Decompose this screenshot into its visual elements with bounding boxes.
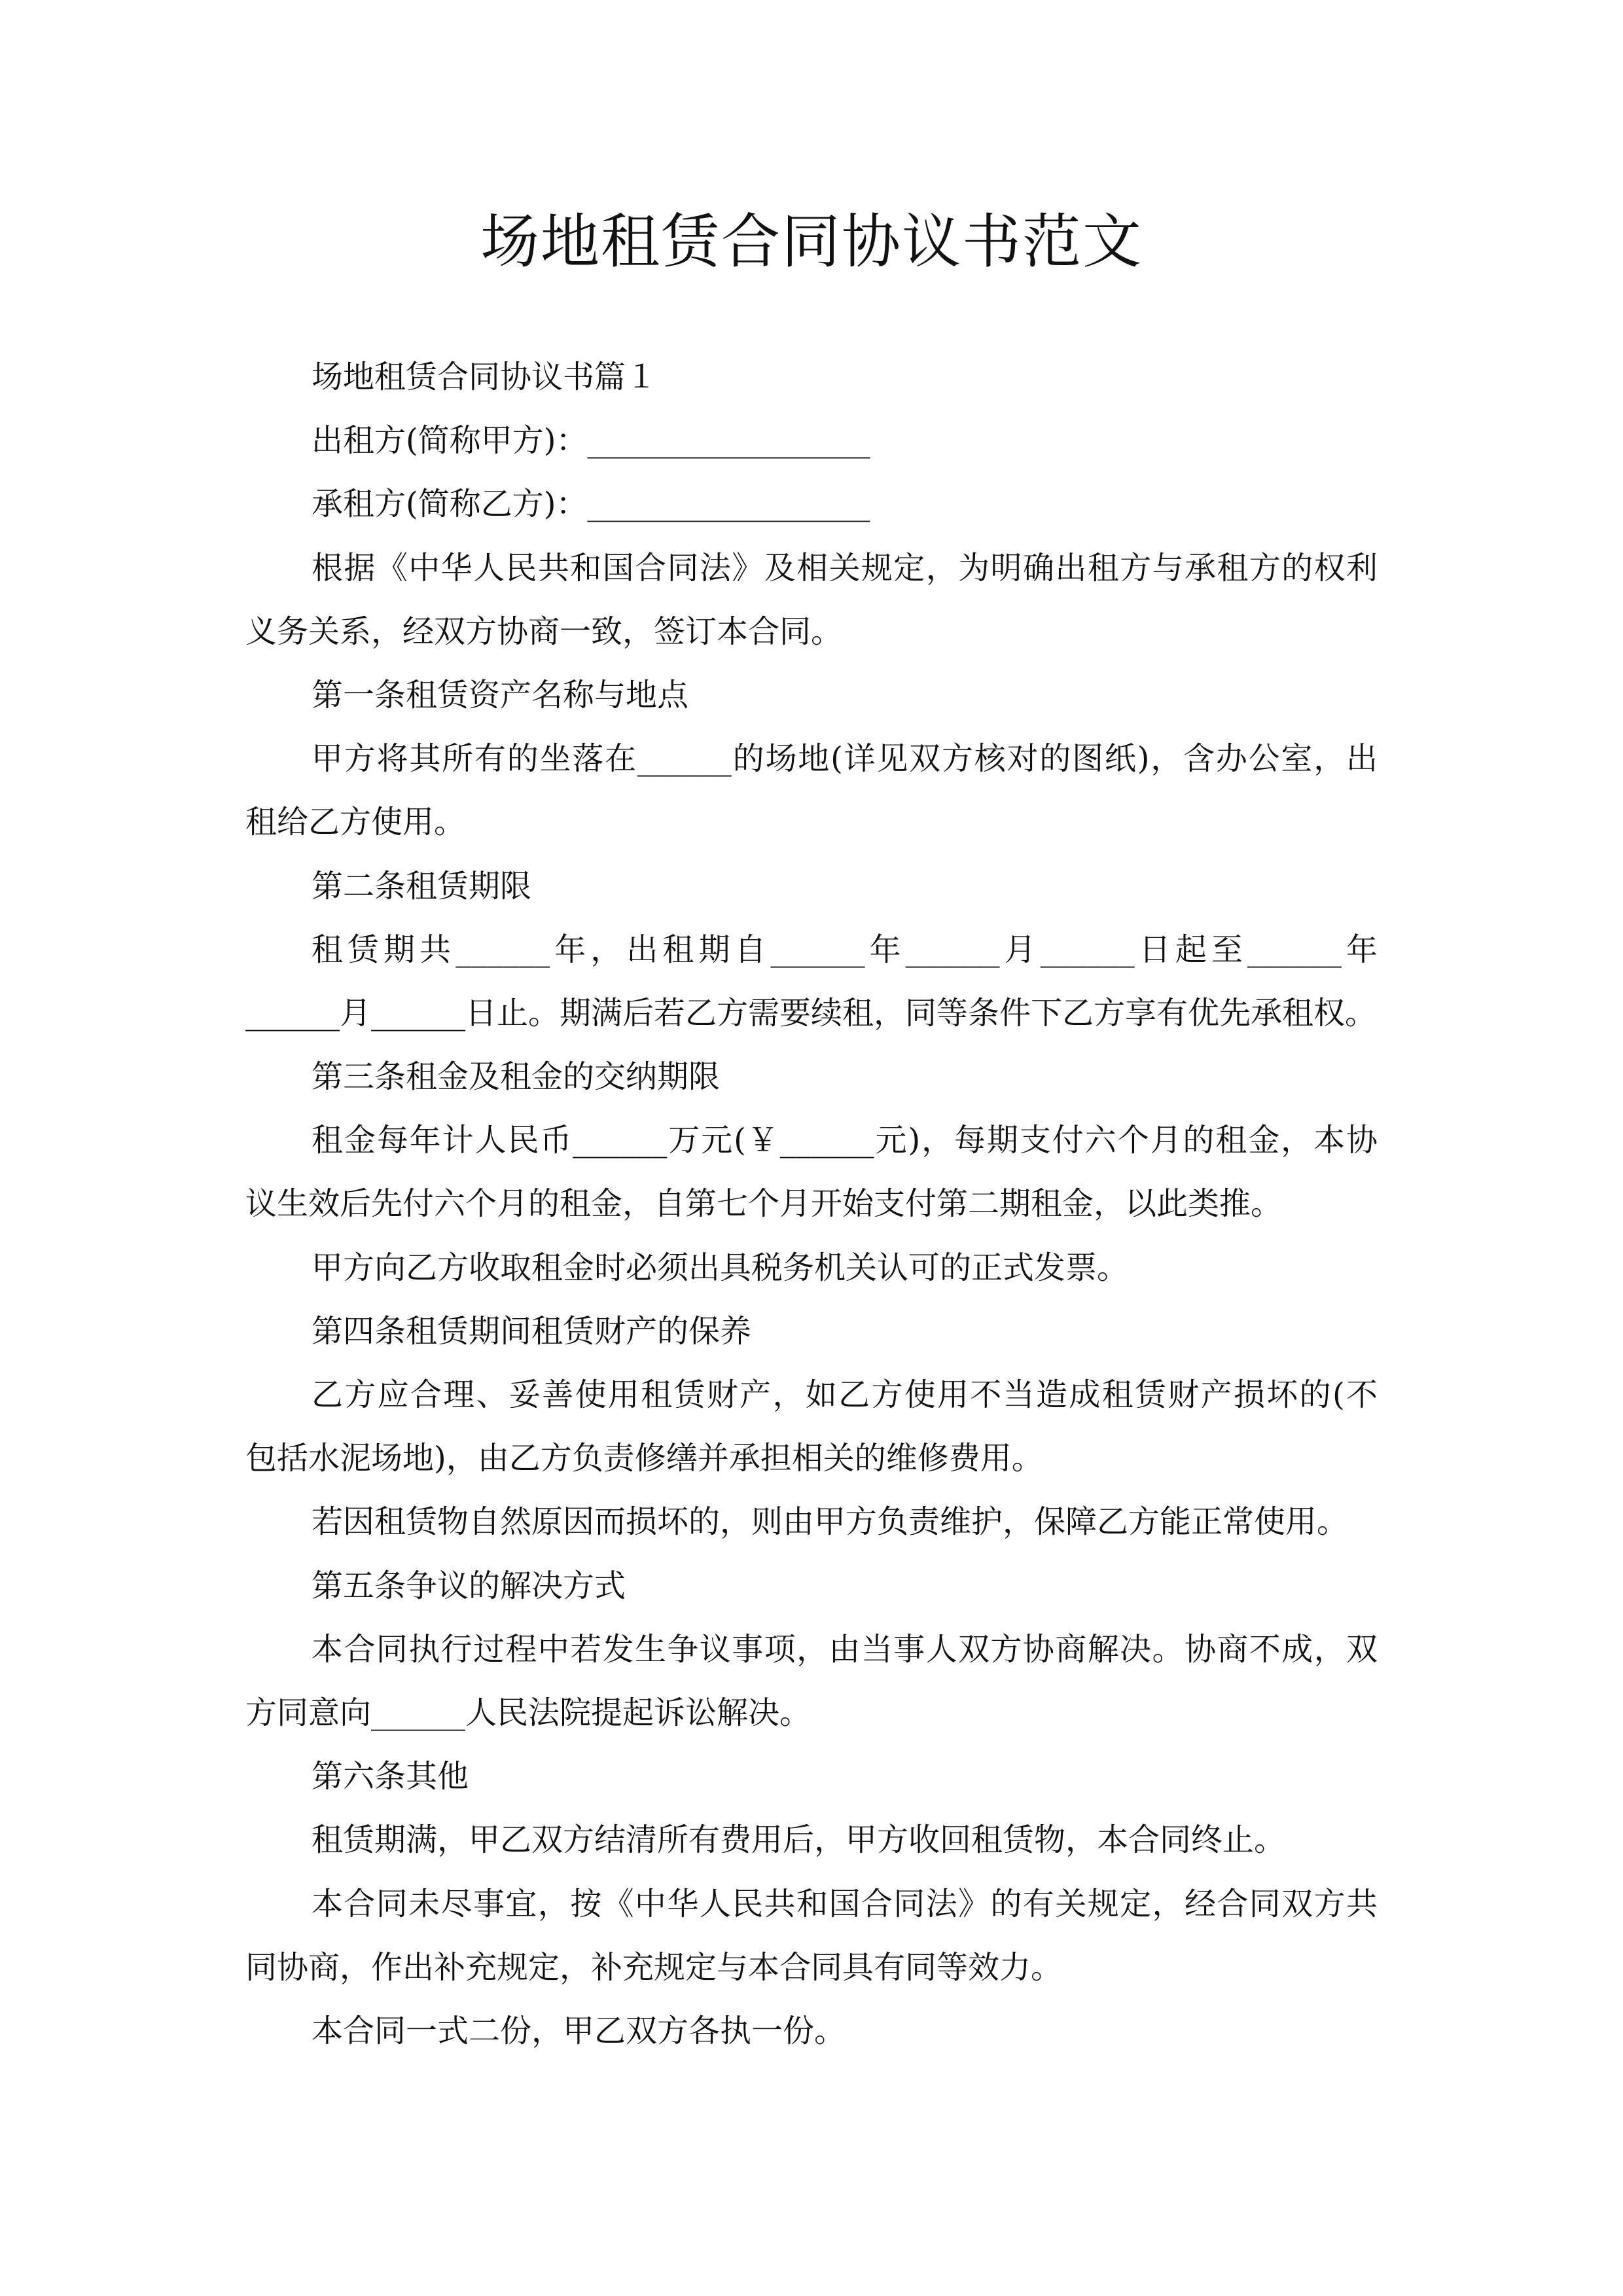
paragraph (245, 1363, 1378, 1490)
paragraph (245, 918, 1378, 1045)
paragraph (245, 664, 1378, 727)
document-body (245, 346, 1378, 2063)
paragraph (245, 1490, 1378, 1554)
paragraph (245, 346, 1378, 409)
paragraph (245, 1300, 1378, 1363)
paragraph (245, 537, 1378, 664)
paragraph-line: 甲方向乙方收取租金时必须出具税务机关认可的正式发票。 (312, 1249, 1129, 1286)
paragraph-line: 甲方将其所有的坐落在______的场地(详见双方核对的图纸)，含办公室，出 (312, 740, 1378, 778)
paragraph-line: 出租方(简称甲方)：__________________ (312, 422, 870, 459)
paragraph-line: 包括水泥场地)，由乙方负责修缮并承担相关的维修费用。 (245, 1440, 1043, 1477)
paragraph-line: 租赁期共______年，出租期自______年______月______日起至______年 (312, 931, 1378, 968)
paragraph-line: 第一条租赁资产名称与地点 (312, 676, 689, 713)
paragraph (245, 727, 1378, 854)
paragraph (245, 473, 1378, 536)
paragraph-line: 本合同一式二份，甲乙双方各执一份。 (312, 2012, 846, 2049)
paragraph (245, 2000, 1378, 2063)
paragraph-line: 第五条争议的解决方式 (312, 1567, 626, 1604)
document-title: 场地租赁合同协议书范文 (480, 207, 1143, 276)
paragraph (245, 1873, 1378, 2000)
paragraph-line: 租金每年计人民币______万元(￥______元)，每期支付六个月的租金，本协 (312, 1122, 1378, 1159)
paragraph-line: 义务关系，经双方协商一致，签订本合同。 (245, 613, 843, 650)
paragraph-line: 方同意向______人民法院提起诉讼解决。 (245, 1694, 812, 1731)
paragraph-line: 租给乙方使用。 (245, 804, 466, 841)
paragraph (245, 855, 1378, 918)
paragraph-line: 租赁期满，甲乙双方结清所有费用后，甲方收回租赁物，本合同终止。 (312, 1821, 1286, 1859)
paragraph-line: 同协商，作出补充规定，补充规定与本合同具有同等效力。 (245, 1948, 1063, 1986)
paragraph-line: ______月______日止。期满后若乙方需要续租，同等条件下乙方享有优先承租权。 (245, 994, 1377, 1031)
paragraph-line: 第二条租赁期限 (312, 867, 532, 905)
paragraph-line: 若因租赁物自然原因而损坏的，则由甲方负责维护，保障乙方能正常使用。 (312, 1503, 1349, 1541)
paragraph (245, 1109, 1378, 1236)
paragraph (245, 1045, 1378, 1109)
paragraph-line: 第三条租金及租金的交纳期限 (312, 1058, 721, 1096)
paragraph-line: 本合同执行过程中若发生争议事项，由当事人双方协商解决。协商不成，双 (312, 1630, 1378, 1668)
paragraph (245, 409, 1378, 473)
paragraph-line: 场地租赁合同协议书篇１ (312, 359, 658, 395)
paragraph (245, 1554, 1378, 1618)
paragraph-line: 议生效后先付六个月的租金，自第七个月开始支付第二期租金，以此类推。 (245, 1185, 1283, 1223)
paragraph-line: 第四条租赁期间租赁财产的保养 (312, 1312, 752, 1350)
paragraph (245, 1808, 1378, 1872)
paragraph-line: 第六条其他 (312, 1758, 469, 1795)
paragraph-line: 承租方(简称乙方)：__________________ (312, 486, 870, 523)
paragraph (245, 1236, 1378, 1300)
paragraph-line: 本合同未尽事宜，按《中华人民共和国合同法》的有关规定，经合同双方共 (312, 1885, 1378, 1922)
paragraph (245, 1745, 1378, 1808)
paragraph (245, 1618, 1378, 1745)
paragraph-line: 根据《中华人民共和国合同法》及相关规定，为明确出租方与承租方的权利 (312, 549, 1378, 586)
paragraph-line: 乙方应合理、妥善使用租赁财产，如乙方使用不当造成租赁财产损坏的(不 (312, 1376, 1378, 1413)
